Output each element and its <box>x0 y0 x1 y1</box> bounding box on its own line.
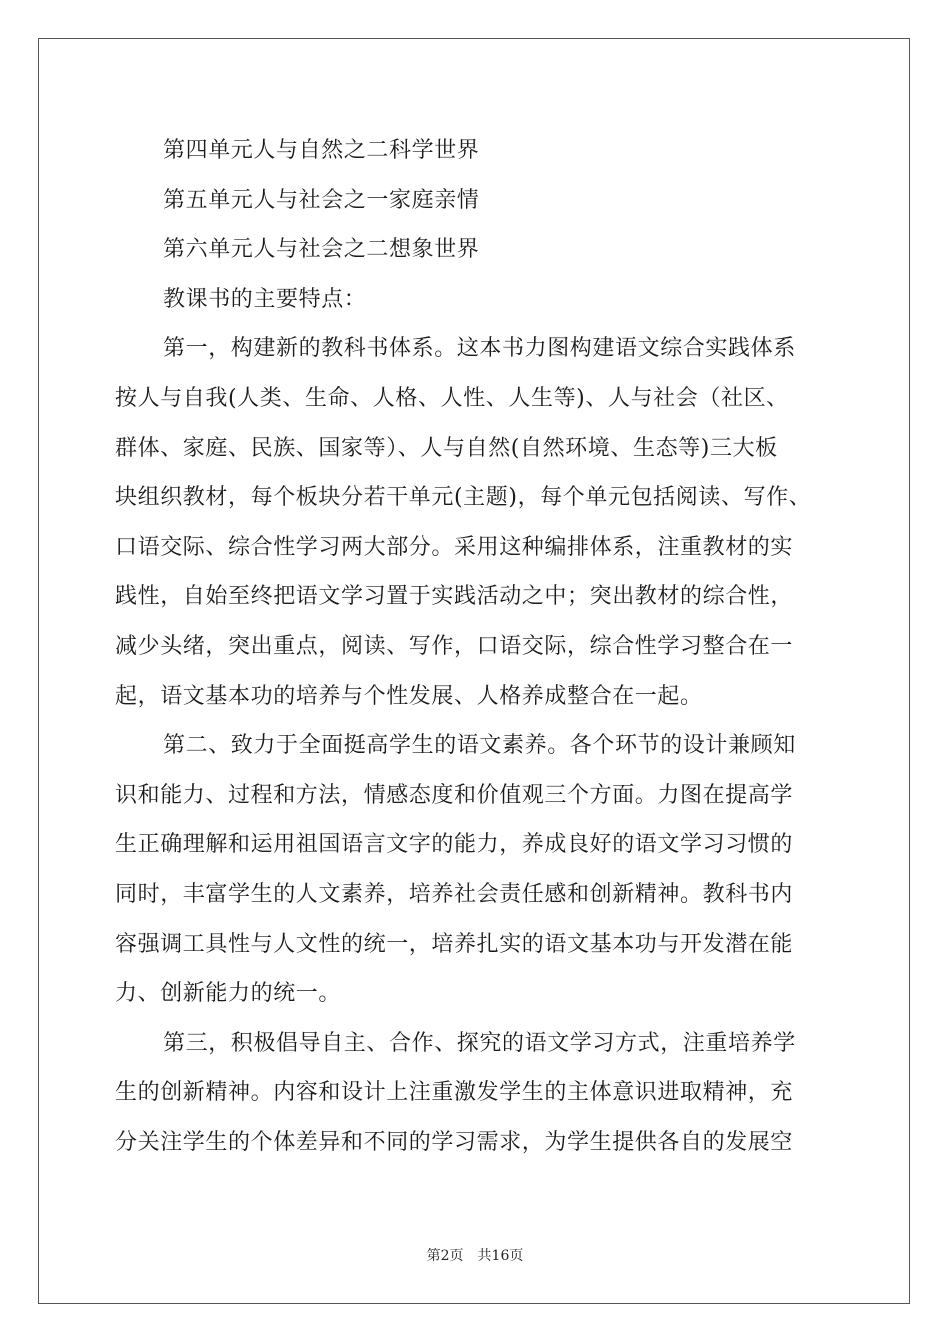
text-line: 第六单元人与社会之二想象世界 <box>163 237 480 263</box>
page-total: 共16页 <box>477 1248 524 1264</box>
text-line: 教课书的主要特点： <box>163 286 367 312</box>
text-line: 起，语文基本功的培养与个性发展、人格养成整合在一起。 <box>115 683 703 709</box>
text-line: 同时，丰富学生的人文素养，培养社会责任感和创新精神。教科书内 <box>115 881 794 907</box>
document-body <box>115 126 840 1167</box>
text-line: 生正确理解和运用祖国语言文字的能力，养成良好的语文学习习惯的 <box>115 832 794 858</box>
text-line: 减少头绪，突出重点，阅读、写作，口语交际，综合性学习整合在一 <box>115 633 794 659</box>
text-line: 群体、家庭、民族、国家等）、人与自然(自然环境、生态等)三大板 <box>115 435 778 461</box>
text-line: 第二、致力于全面挺高学生的语文素养。各个环节的设计兼顾知 <box>163 733 796 759</box>
text-line: 力、创新能力的统一。 <box>115 981 342 1007</box>
text-line: 践性，自始至终把语文学习置于实践活动之中；突出教材的综合性， <box>115 584 794 610</box>
text-line: 第四单元人与自然之二科学世界 <box>163 138 480 163</box>
text-line: 容强调工具性与人文性的统一，培养扎实的语文基本功与开发潜在能 <box>115 931 794 957</box>
text-line: 口语交际、综合性学习两大部分。采用这种编排体系，注重教材的实 <box>115 534 794 560</box>
text-line: 第三，积极倡导自主、合作、探究的语文学习方式，注重培养学 <box>163 1030 796 1056</box>
text-line: 第五单元人与社会之一家庭亲情 <box>163 187 480 213</box>
text-line: 按人与自我(人类、生命、人格、人性、人生等)、人与社会（社区、 <box>115 385 789 411</box>
text-line: 识和能力、过程和方法，情感态度和价值观三个方面。力图在提高学 <box>115 782 794 808</box>
text-line: 分关注学生的个体差异和不同的学习需求，为学生提供各自的发展空 <box>115 1129 794 1155</box>
page-number: 第2页 <box>426 1248 464 1264</box>
text-line: 生的创新精神。内容和设计上注重激发学生的主体意识进取精神，充 <box>115 1080 794 1106</box>
text-line: 第一，构建新的教科书体系。这本书力图构建语文综合实践体系 <box>163 336 796 362</box>
page-footer <box>0 1245 950 1265</box>
text-line: 块组织教材，每个板块分若干单元(主题)，每个单元包括阅读、写作、 <box>115 485 812 511</box>
